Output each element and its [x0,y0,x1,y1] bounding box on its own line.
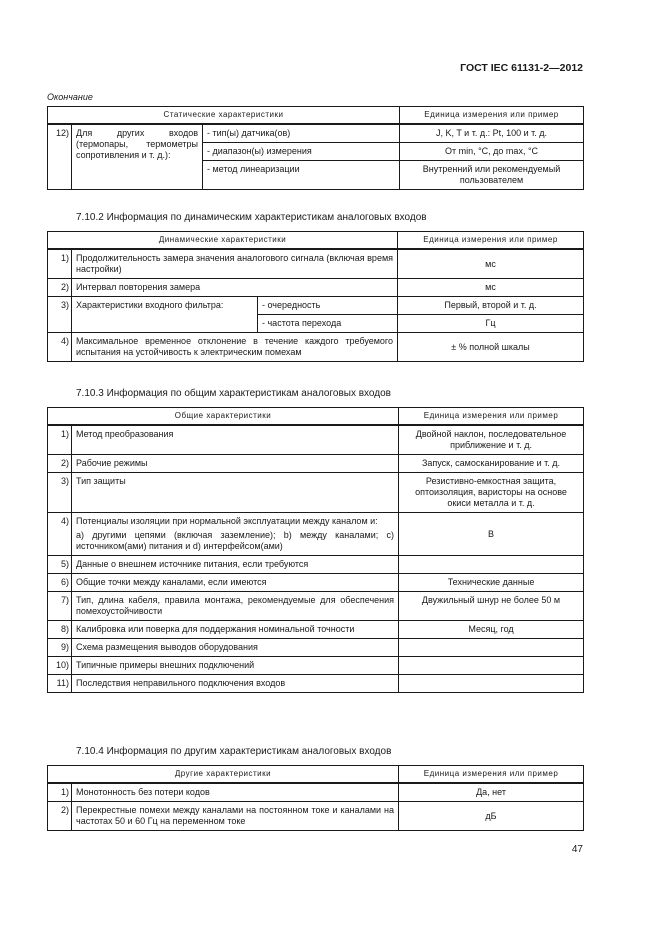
sub-item: - очередность [258,297,398,315]
unit-cell [399,556,584,574]
row-text [72,513,399,556]
row-number: 1) [48,783,72,802]
row-text: Данные о внешнем источнике питания, если требуются [72,556,399,574]
row-number: 6) [48,574,72,592]
row-number: 2) [48,279,72,297]
row-text: Характеристики входного фильтра: [72,297,258,333]
row-text: Перекрестные помехи между каналами на постоянном токе и каналами на частотах 50 и 60 Гц на переменном токе [72,802,399,831]
table-row [48,455,584,473]
table-row [48,802,584,831]
table-row [48,675,584,693]
unit-cell: Первый, второй и т. д. [398,297,584,315]
row-text: Тип защиты [72,473,399,513]
unit-cell: мс [398,249,584,279]
column-header-characteristics: Другие характеристики [48,766,399,784]
unit-cell: дБ [399,802,584,831]
sub-item: - диапазон(ы) измерения [203,143,400,161]
table-row [48,297,584,315]
unit-cell: Да, нет [399,783,584,802]
row-number: 2) [48,802,72,831]
unit-cell: Месяц, год [399,621,584,639]
column-header-characteristics: Общие характеристики [48,408,399,426]
table-row [48,657,584,675]
table-row [48,124,584,143]
row-number: 12) [48,124,72,190]
section-title-general: 7.10.3 Информация по общим характеристикам аналоговых входов [76,388,391,399]
row-number: 11) [48,675,72,693]
table-row [48,592,584,621]
row-number: 2) [48,455,72,473]
row-text: Калибровка или поверка для поддержания номинальной точности [72,621,399,639]
other-characteristics-table [47,765,584,831]
row-text: Последствия неправильного подключения входов [72,675,399,693]
unit-cell: Внутренний или рекомендуемый пользователем [400,161,584,190]
unit-cell [399,675,584,693]
row-text: Рабочие режимы [72,455,399,473]
row-text: Тип, длина кабеля, правила монтажа, рекомендуемые для обеспечения помехоустойчивости [72,592,399,621]
row-text: Монотонность без потери кодов [72,783,399,802]
sub-item: - тип(ы) датчика(ов) [203,124,400,143]
table-row [48,425,584,455]
row-label: Для других входов (термопары, термометры сопротивления и т. д.): [72,124,203,190]
table-row [48,333,584,362]
table-row [48,279,584,297]
sub-item: - метод линеаризации [203,161,400,190]
row-text: Схема размещения выводов оборудования [72,639,399,657]
unit-cell: Запуск, самосканирование и т. д. [399,455,584,473]
table-row [48,513,584,556]
section-title-other: 7.10.4 Информация по другим характеристикам аналоговых входов [76,746,392,757]
row-number: 8) [48,621,72,639]
unit-cell [399,657,584,675]
unit-cell: Двужильный шнур не более 50 м [399,592,584,621]
unit-cell: Гц [398,315,584,333]
row-text-line-1: Потенциалы изоляции при нормальной эксплуатации между каналом и: [76,516,378,526]
continuation-label: Окончание [47,92,93,102]
row-number: 3) [48,297,72,333]
row-number: 5) [48,556,72,574]
unit-cell: ± % полной шкалы [398,333,584,362]
table-row [48,556,584,574]
table-row [48,783,584,802]
unit-cell: От min, °C, до max, °C [400,143,584,161]
row-number: 9) [48,639,72,657]
column-header-characteristics: Статические характеристики [48,107,400,125]
row-text: Общие точки между каналами, если имеются [72,574,399,592]
table-row [48,249,584,279]
table-row [48,574,584,592]
row-text: Метод преобразования [72,425,399,455]
row-text: Типичные примеры внешних подключений [72,657,399,675]
row-text-line-2: a) другими цепями (включая заземление); b) между каналами; c) источником(ами) питания и d) интерфейсом(ами) [76,530,395,551]
row-number: 4) [48,333,72,362]
row-text: Максимальное временное отклонение в течение каждого требуемого испытания на устойчивость к электрическим помехам [72,333,398,362]
unit-cell: J, K, T и т. д.: Pt, 100 и т. д. [400,124,584,143]
page-number: 47 [571,844,583,855]
row-number: 1) [48,249,72,279]
column-header-characteristics: Динамические характеристики [48,232,398,250]
row-text: Интервал повторения замера [72,279,398,297]
row-number: 3) [48,473,72,513]
section-title-dynamic: 7.10.2 Информация по динамическим характеристикам аналоговых входов [76,212,427,223]
column-header-unit: Единица измерения или пример [399,766,584,784]
row-number: 4) [48,513,72,556]
document-header: ГОСТ IEC 61131-2—2012 [460,62,583,74]
table-row [48,621,584,639]
row-number: 1) [48,425,72,455]
static-characteristics-table [47,106,584,190]
column-header-unit: Единица измерения или пример [399,408,584,426]
unit-cell [399,639,584,657]
table-row [48,473,584,513]
row-number: 7) [48,592,72,621]
row-number: 10) [48,657,72,675]
unit-cell: Резистивно-емкостная защита, оптоизоляция, варисторы на основе окиси металла и т. д. [399,473,584,513]
sub-item: - частота перехода [258,315,398,333]
general-characteristics-table [47,407,584,693]
table-row [48,639,584,657]
unit-cell: Двойной наклон, последовательное приближение и т. д. [399,425,584,455]
unit-cell: мс [398,279,584,297]
unit-cell: Технические данные [399,574,584,592]
column-header-unit: Единица измерения или пример [400,107,584,125]
row-text: Продолжительность замера значения аналогового сигнала (включая время настройки) [72,249,398,279]
dynamic-characteristics-table [47,231,584,362]
unit-cell: В [399,513,584,556]
column-header-unit: Единица измерения или пример [398,232,584,250]
